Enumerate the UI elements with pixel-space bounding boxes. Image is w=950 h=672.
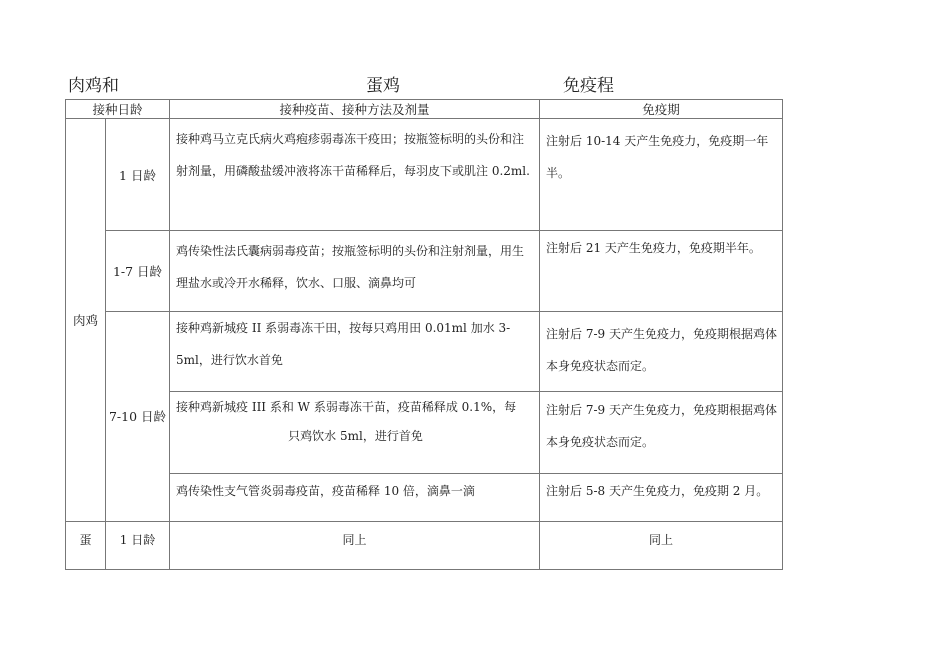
table-row <box>66 474 783 522</box>
table-row <box>66 119 783 231</box>
age-cell: 7-10 日龄 <box>106 312 170 522</box>
age-cell: 1-7 日龄 <box>106 231 170 312</box>
method-cell: 接种鸡马立克氏病火鸡疱疹弱毒冻干疫田；按瓶签标明的头份和注射剂量，用磷酸盐缓冲液将冻干苗稀释后，每羽皮下或肌注 0.2ml. <box>170 119 540 231</box>
table-header-row <box>66 100 783 119</box>
header-age: 接种日龄 <box>66 100 170 119</box>
period-cell: 注射后 21 天产生免疫力，免疫期半年。 <box>540 231 783 312</box>
page-title-part-2: 蛋鸡 <box>366 76 400 96</box>
age-cell: 1 日龄 <box>106 119 170 231</box>
header-period: 免疫期 <box>540 100 783 119</box>
category-broiler: 肉鸡 <box>66 119 106 522</box>
table-row <box>66 312 783 392</box>
table-row <box>66 392 783 474</box>
method-line-2: 只鸡饮水 5ml，进行首免 <box>288 429 423 443</box>
method-cell: 同上 <box>170 522 540 570</box>
vaccination-schedule-table <box>65 99 783 570</box>
page-title-part-1: 肉鸡和 <box>68 76 119 96</box>
page-title-part-3: 免疫程 <box>563 76 614 96</box>
period-cell: 注射后 7-9 天产生免疫力，免疫期根据鸡体本身免疫状态而定。 <box>540 392 783 474</box>
method-line-1: 接种鸡新城疫 III 系和 W 系弱毒冻干苗，疫苗稀释成 0.1%，每 <box>176 400 517 414</box>
period-cell: 同上 <box>540 522 783 570</box>
header-method: 接种疫苗、接种方法及剂量 <box>170 100 540 119</box>
table-row <box>66 231 783 312</box>
method-cell: 接种鸡新城疫 II 系弱毒冻干田，按每只鸡用田 0.01ml 加水 3-5ml，进行饮水首免 <box>170 312 540 392</box>
age-cell: 1 日龄 <box>106 522 170 570</box>
method-cell <box>170 392 540 474</box>
table-row <box>66 522 783 570</box>
method-cell: 鸡传染性法氏囊病弱毒疫苗；按瓶签标明的头份和注射剂量，用生理盐水或冷开水稀释，饮水、口服、滴鼻均可 <box>170 231 540 312</box>
method-cell: 鸡传染性支气管炎弱毒疫苗，疫苗稀释 10 倍，滴鼻一滴 <box>170 474 540 522</box>
period-cell: 注射后 5-8 天产生免疫力，免疫期 2 月。 <box>540 474 783 522</box>
category-layer: 蛋 <box>66 522 106 570</box>
period-cell: 注射后 10-14 天产生免疫力，免疫期一年半。 <box>540 119 783 231</box>
period-cell: 注射后 7-9 天产生免疫力，免疫期根据鸡体本身免疫状态而定。 <box>540 312 783 392</box>
